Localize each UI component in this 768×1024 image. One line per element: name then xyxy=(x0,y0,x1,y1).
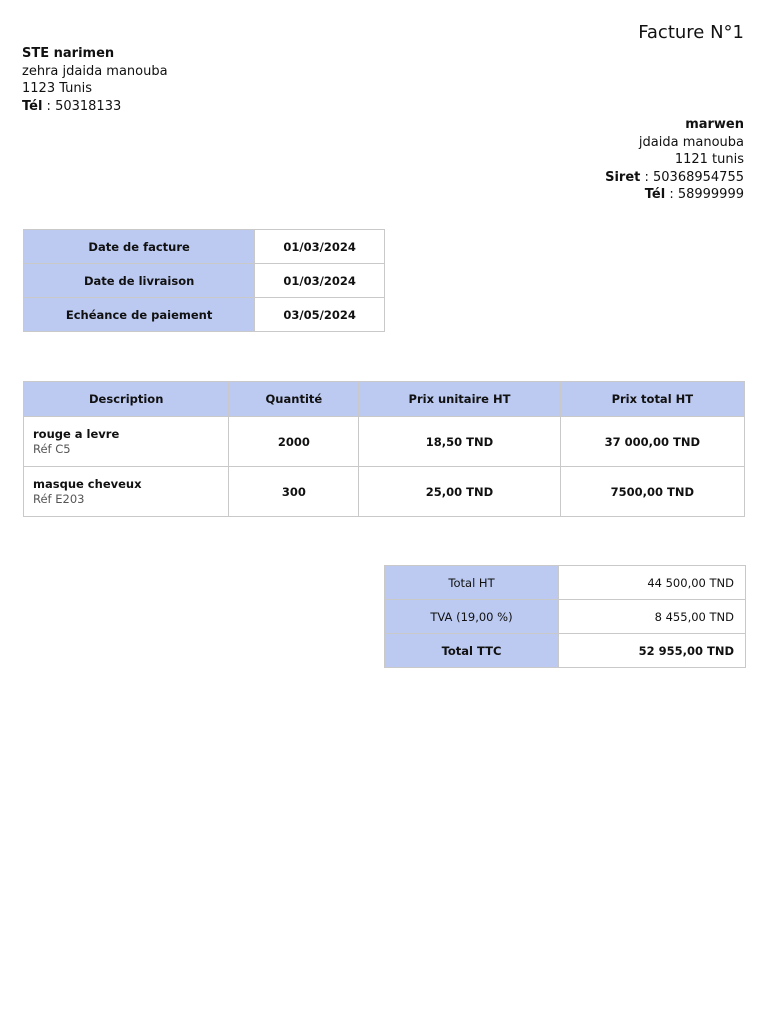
table-row xyxy=(24,298,385,332)
item-ref: Réf C5 xyxy=(33,441,71,456)
client-address: jdaida manouba xyxy=(638,134,744,150)
table-row xyxy=(24,467,745,517)
tva-label: TVA (19,00 %) xyxy=(385,600,559,634)
total-ht-value: 44 500,00 TND xyxy=(559,566,746,600)
item-description xyxy=(24,467,229,517)
seller-block xyxy=(22,45,168,115)
table-row xyxy=(24,417,745,467)
client-block xyxy=(605,116,744,204)
table-row xyxy=(24,264,385,298)
column-header-total-price: Prix total HT xyxy=(560,382,744,417)
client-phone-line xyxy=(605,186,744,204)
seller-phone: : 50318133 xyxy=(42,98,122,114)
item-unit-price: 18,50 TND xyxy=(359,417,560,467)
total-ttc-value: 52 955,00 TND xyxy=(559,634,746,668)
table-row xyxy=(385,600,746,634)
due-date-value: 03/05/2024 xyxy=(255,298,385,332)
totals-table xyxy=(384,565,746,668)
dates-table xyxy=(23,229,385,332)
item-total-price: 7500,00 TND xyxy=(560,467,744,517)
client-phone: : 58999999 xyxy=(665,187,744,202)
seller-city: 1123 Tunis xyxy=(22,81,93,96)
client-siret-line xyxy=(605,169,744,187)
seller-address: zehra jdaida manouba xyxy=(22,63,168,79)
item-quantity: 2000 xyxy=(229,417,359,467)
table-row xyxy=(385,634,746,668)
table-row xyxy=(385,566,746,600)
item-quantity: 300 xyxy=(229,467,359,517)
seller-phone-label: Tél xyxy=(22,98,43,114)
column-header-description: Description xyxy=(24,382,229,417)
client-phone-label: Tél xyxy=(644,187,666,202)
column-header-unit-price: Prix unitaire HT xyxy=(359,382,560,417)
item-total-price: 37 000,00 TND xyxy=(560,417,744,467)
delivery-date-value: 01/03/2024 xyxy=(255,264,385,298)
total-ttc-label: Total TTC xyxy=(385,634,559,668)
table-header-row xyxy=(24,382,745,417)
client-name: marwen xyxy=(685,117,744,132)
invoice-title: Facture N°1 xyxy=(638,22,744,43)
invoice-date-label: Date de facture xyxy=(24,230,255,264)
seller-phone-line xyxy=(22,98,168,116)
client-siret: : 50368954755 xyxy=(640,169,744,185)
item-name: rouge a levre xyxy=(33,426,120,441)
item-ref: Réf E203 xyxy=(33,491,85,506)
item-description xyxy=(24,417,229,467)
delivery-date-label: Date de livraison xyxy=(24,264,255,298)
tva-value: 8 455,00 TND xyxy=(559,600,746,634)
due-date-label: Echéance de paiement xyxy=(24,298,255,332)
client-city: 1121 tunis xyxy=(674,152,744,167)
item-name: masque cheveux xyxy=(33,476,142,491)
table-row xyxy=(24,230,385,264)
total-ht-label: Total HT xyxy=(385,566,559,600)
column-header-quantity: Quantité xyxy=(229,382,359,417)
seller-name: STE narimen xyxy=(22,46,115,61)
client-siret-label: Siret xyxy=(605,169,641,185)
invoice-date-value: 01/03/2024 xyxy=(255,230,385,264)
items-table xyxy=(23,381,745,517)
item-unit-price: 25,00 TND xyxy=(359,467,560,517)
